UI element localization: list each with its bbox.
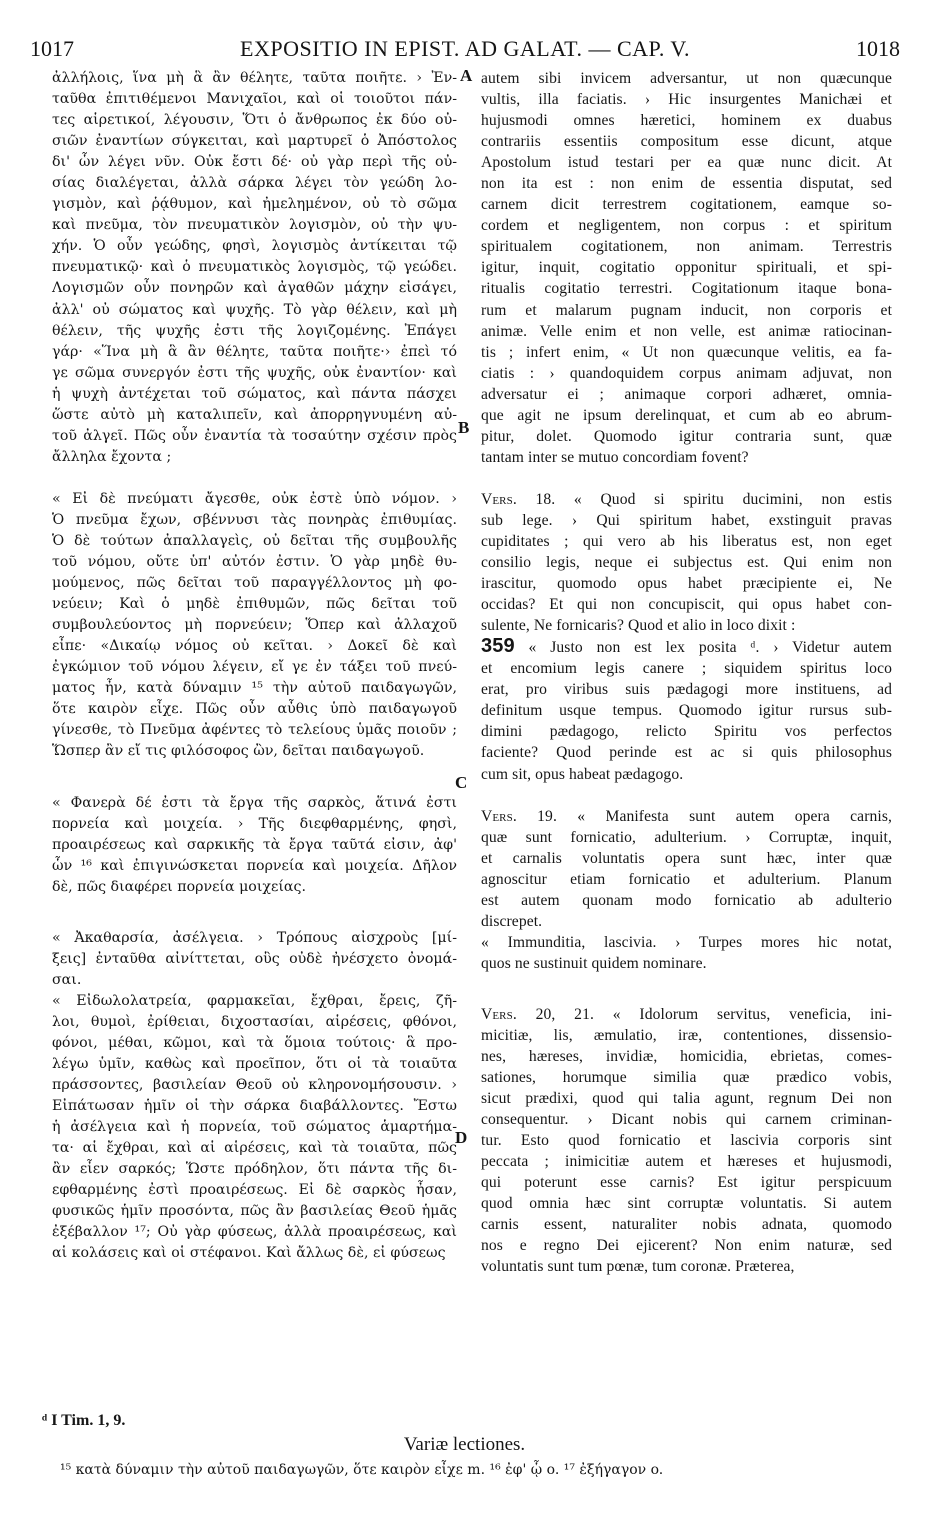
text-line: Εἰπάτωσαν ἡμῖν οἱ τὴν σάρκα διαβάλλοντες. Ἔστω xyxy=(52,1098,457,1115)
latin-vers-18-line: Vers. 18. « Quod si spiritu ducimini, non estis xyxy=(481,490,892,508)
text-line: igitur, inquit, cogitatio opponitur spirituali, et spi- xyxy=(481,259,892,277)
margin-marker-d: D xyxy=(455,1128,468,1147)
latin-para-5 xyxy=(481,1025,892,1278)
greek-para-2 xyxy=(52,489,457,763)
text-line: λέγω ὑμῖν, καθὼς καὶ προεῖπον, ὅτι οἱ τὰ τοιαῦτα xyxy=(52,1056,457,1073)
text-line: voluntatis sunt tum pœnæ, tum coronæ. Præterea, xyxy=(481,1258,795,1276)
text-line: cordem et negligentem, non corpus : et spiritum xyxy=(481,217,892,235)
text-line: ἀλλήλοις, ἵνα μὴ ἃ ἂν θέλητε, ταῦτα ποιῆτε. › Ἐν- xyxy=(52,70,457,86)
greek-para-4 xyxy=(52,928,457,991)
text-line: ὧν ¹⁶ καὶ ἐπιγινώσκεται πορνεία καὶ μοιχεία. Δῆλον xyxy=(52,857,457,874)
text-line: φόνοι, μέθαι, κῶμοι, καὶ τὰ ὅμοια τούτοις· ἃ προ- xyxy=(52,1034,457,1051)
latin-para-1 xyxy=(481,68,892,468)
text-line: sulente, Ne fornicaris? Quod et alio in loco dixit : xyxy=(481,617,796,635)
text-line: irascitur, quomodo opus habet præcipiente ei, Ne xyxy=(481,575,892,593)
text-line: λοι, θυμοὶ, ἐρίθειαι, διχοστασίαι, αἱρέσεις, φθόνοι, xyxy=(52,1013,457,1030)
footnote: ᵈ I Tim. 1, 9. xyxy=(42,1412,126,1429)
text-line: cum sit, opus habeat pædagogo. xyxy=(481,765,684,783)
variae-lectiones-title: Variæ lectiones. xyxy=(403,1434,526,1455)
latin-column xyxy=(481,68,892,1278)
greek-para-1 xyxy=(52,68,457,468)
text-line: ἡ ἀσέλγεια καὶ ἡ πορνεία, τοῦ σώματος ἁμαρτήμα- xyxy=(52,1119,457,1136)
text-line: discrepet. xyxy=(481,912,543,930)
text-line: πράσσοντες, βασιλείαν Θεοῦ οὐ κληρονομήσουσιν. › xyxy=(52,1077,457,1094)
text-line: ταῦθα ἐπιτιθέμενοι Μανιχαῖοι, καὶ οἱ τοιοῦτοι πάν- xyxy=(52,91,457,108)
text-line: ἄλληλα ἔχοντα ; xyxy=(52,448,172,465)
text-line: consequentur. › Dicant nobis qui carnem criminan- xyxy=(481,1111,892,1129)
greek-para-3 xyxy=(52,793,457,898)
verse-label: Vers. 18. xyxy=(481,490,556,508)
text-line: Λογισμῶν οὖν πονηρῶν καὶ ἀγαθῶν μάχην εἰσάγει, xyxy=(52,280,457,297)
variae-lectiones-line: ¹⁵ κατὰ δύναμιν τὴν αὐτοῦ παιδαγωγῶν, ὅτε καιρὸν εἶχε m. ¹⁶ ἐφ' ᾧ o. ¹⁷ ἐξήγαγον o. xyxy=(60,1462,664,1478)
text-line: γίνεσθε, τὸ Πνεῦμα ἀφέντες τὸ τελείους ὑμᾶς ποιοῦν ; xyxy=(52,722,457,739)
text-line: νεύειν; Καὶ ὁ μηδὲ ἐπιθυμῶν, πῶς δεῖται τοῦ xyxy=(52,596,457,613)
latin-vers-20-line: Vers. 20, 21. « Idolorum servitus, veneficia, ini- xyxy=(481,1005,893,1023)
text-line: carnem dicit terrestrem cogitationem, eamque so- xyxy=(481,196,892,214)
text-line: pitur, dolet. Quomodo igitur contraria sunt, quæ xyxy=(481,427,892,445)
text-line: ritualis cogitatio terrestri. Cogitationum itaque bona- xyxy=(481,280,892,298)
text-line: adversatur ei ; animaque corpori adhæret, omnia- xyxy=(481,385,892,403)
text-line: Apostolum istud testari per ea quæ nunc dicit. At xyxy=(481,154,892,172)
text-line: erat, pro viribus suis pædagogi more instituens, ad xyxy=(481,681,892,699)
text-line: sicut prædixi, quod qui talia agunt, regnum Dei non xyxy=(481,1090,892,1108)
text-line: nes, hæreses, invidiæ, homicidia, ebrietas, comes- xyxy=(481,1048,892,1066)
text-line: micitiæ, lis, æmulatio, iræ, contentiones, dissensio- xyxy=(481,1026,892,1044)
text-line: hujusmodi omnes hæretici, hominem ex duabus xyxy=(481,112,892,130)
text-line: rum et malarum pugnam inducit, non corporis et xyxy=(481,301,892,319)
text-line: γε σῶμα συνεργόν ἐστι τῆς ψυχῆς, οὐκ ἐναντίον· καὶ xyxy=(52,364,457,381)
text-line: χήν. Ὁ οὖν γεώδης, φησὶ, λογισμὸς ἀντίκειται τῷ xyxy=(52,238,457,255)
column-number: 359 xyxy=(481,635,515,658)
text-line: qui poterunt esse carnis? Est igitur perspicuum xyxy=(481,1174,892,1192)
text-line: cupiditates ; qui vero ab his liberatus est, non eget xyxy=(481,532,892,550)
running-title: EXPOSITIO IN EPIST. AD GALAT. — CAP. V. xyxy=(240,36,690,61)
text-line: δι' ὧν λέγει νῦν. Οὐκ ἔστι δέ· οὐ γὰρ περὶ τῆς οὐ- xyxy=(52,154,457,171)
text-line: quod omnia hæc sint corruptæ voluntatis. Si autem xyxy=(481,1195,892,1213)
text-line: « Εἰ δὲ πνεύματι ἄγεσθε, οὐκ ἐστὲ ὑπὸ νόμον. › xyxy=(52,490,457,507)
text-line: et encomium legis canere ; siquidem spiritus loco xyxy=(481,660,892,678)
text-line: que agit ne ipsum derelinquat, et cum ab eo abrum- xyxy=(481,406,892,424)
text-line: αἱ κολάσεις καὶ οἱ στέφανοι. Καὶ ἄλλως δὲ, εἰ φύσεως xyxy=(52,1245,446,1262)
text-line: ματος ἦν, κατὰ δύναμιν ¹⁵ τὴν αὐτοῦ παιδαγωγῶν, xyxy=(52,680,457,697)
text-line: Ὁ πνεῦμα ἔχων, σβέννυσι τὰς πονηρὰς ἐπιθυμίας. xyxy=(52,511,457,528)
text-line: ὅτε καιρὸν εἶχε. Πῶς οὖν αὖθις ὑπὸ παιδαγωγοῦ xyxy=(52,701,457,718)
text-line: φυσικῶς ἡμῖν προσόντα, πῶς ἂν βασιλείας Θεοῦ ἡμᾶς xyxy=(52,1203,457,1220)
verse-label: Vers. 19. xyxy=(481,807,557,825)
text-line: spiritualem cogitationem, non animam. Terrestris xyxy=(481,238,892,256)
text-line: ξεις] ἐνταῦθα αἰνίττεται, οὓς οὐδὲ ἠνέσχετο ὀνομά- xyxy=(52,950,457,967)
text-line: agnoscitur etiam fornicatio et adulterium. Planum xyxy=(481,870,892,888)
text-line: σαι. xyxy=(52,971,82,988)
text-line: faciente? Quod perinde est ac si quis philosophus xyxy=(481,744,892,762)
text-line: γάρ· «Ἵνα μὴ ἃ ἂν θέλητε, ταῦτα ποιῆτε·› ἐπεὶ τό xyxy=(52,343,457,360)
text-line: « Ἀκαθαρσία, ἀσέλγεια. › Τρόπους αἰσχροὺς [μί- xyxy=(52,929,457,946)
text-line: non ita est : non enim de essentia disputat, sed xyxy=(481,175,892,193)
text-line: quos ne sustinuit quidem nominare. xyxy=(481,954,707,972)
text-line: προαιρέσεως καὶ σαρκικῆς τὰ ἔργα ταῦτά εἰσιν, ἀφ' xyxy=(52,836,457,853)
text-line: est autem quonam modo fornicatio ab adulterio xyxy=(481,891,892,909)
text-line: autem sibi invicem adversantur, ut non quæcunque xyxy=(481,70,892,87)
latin-para-2b xyxy=(481,658,892,784)
text-line: tis ; infert enim, « Ut non quæcunque velitis, ea fa- xyxy=(481,343,892,361)
text-line: sationes, horumque similia quæ prædico vobis, xyxy=(481,1069,892,1087)
text-line: « Φανερὰ δέ ἐστι τὰ ἔργα τῆς σαρκὸς, ἅτινά ἐστι xyxy=(52,794,457,811)
text-line: θέλειν, τῆς ψυχῆς ἐστι τῆς λογιζομένης. Ἐπάγει xyxy=(52,322,457,339)
text-line: τοῦ ἀλγεῖ. Πῶς οὖν ἐναντία τὰ τοσαύτην σχέσιν πρὸς xyxy=(52,427,457,444)
latin-para-2 xyxy=(481,510,892,636)
text-line: ἐγκώμιον τοῦ νόμου λέγειν, εἴ γε ἐν τάξει τοῦ πνεύ- xyxy=(52,659,457,676)
margin-marker-a: A xyxy=(460,66,473,85)
text-line: σιῶν ἐναντίων σύγκειται, καὶ μαρτυρεῖ ὁ Ἀπόστολος xyxy=(52,133,457,150)
text-line: consilio legis, neque ei subjectus est. Qui enim non xyxy=(481,554,892,572)
verse-label: Vers. 20, 21. xyxy=(481,1005,594,1023)
text-line: ὥστε αὐτὸ μὴ καταλιπεῖν, καὶ ἀπορρηγνυμένη αὐ- xyxy=(52,406,457,423)
text-line: ciatis : › quandoquidem corpus animam adjuvat, non xyxy=(481,364,892,382)
text-line: Ὥσπερ ἂν εἴ τις φιλόσοφος ὢν, δεῖται παιδαγωγοῦ. xyxy=(52,743,425,760)
text-line: ἂν εἶεν σαρκός; Ὥστε πρόδηλον, ὅτι πάντα τῆς δι- xyxy=(52,1161,457,1178)
text-line: καὶ πνεῦμα, τὸν πνευματικὸν λογισμὸν, οὐ τὴν ψυ- xyxy=(52,217,457,234)
margin-marker-b: B xyxy=(458,418,470,437)
text-line: τοῦ νόμου, οὔτε ὑπ' αὐτόν ἐστιν. Ὁ γὰρ μηδὲ θυ- xyxy=(52,554,457,571)
text-line: peccata ; inimicitiæ autem et hæreses et hujusmodi, xyxy=(481,1153,892,1171)
text-line: definitum usque tempus. Quomodo igitur rursus sub- xyxy=(481,702,892,720)
text-line: ἀλλ' οὐ σώματος καὶ ψυχῆς. Τὸ γὰρ θέλειν, καὶ μὴ xyxy=(52,301,457,318)
text-line: Ὁ δὲ τούτων ἀπαλλαγεὶς, οὐ δεῖται τῆς συμβουλῆς xyxy=(52,532,457,549)
text-line: occidas? Et qui non concupiscit, qui opus habet con- xyxy=(481,596,892,614)
text-line: tur. Esto quod fornicatio et lascivia corporis sint xyxy=(481,1132,892,1150)
text-line: « Immunditia, lascivia. › Turpes mores hic notat, xyxy=(481,933,892,951)
text-line: μούμενος, πῶς δεῖται τοῦ παραγγέλλοντος μὴ φο- xyxy=(52,575,457,592)
text-line: δὲ, πῶς διαφέρει πορνεία μοιχείας. xyxy=(52,878,306,895)
text-line: συμβουλεύοντος μὴ πορνεύειν; Ὅπερ καὶ ἀλλαχοῦ xyxy=(52,617,457,634)
text-line: ἡ ψυχὴ ἀντέχεται τοῦ σώματος, καὶ πάντα πάσχει xyxy=(52,385,457,402)
latin-para-3 xyxy=(481,827,892,932)
text-line: τες αἱρετικοί, λέγουσιν, Ὅτι ὁ ἄνθρωπος ἐκ δύο οὐ- xyxy=(52,112,457,129)
text-line: vultis, illa faciatis. › Hic insurgentes Manichæi et xyxy=(481,91,892,109)
latin-para-4 xyxy=(481,932,892,974)
text-line: εἶπε· «Δικαίῳ νόμος οὐ κεῖται. › Δοκεῖ δὲ καὶ xyxy=(52,638,457,655)
latin-vers-19-line: Vers. 19. « Manifesta sunt autem opera carnis, xyxy=(481,807,892,825)
text-line: dimini pædagogo, relicto Spiritu vos perfectos xyxy=(481,723,892,741)
text-line: « Εἰδωλολατρεία, φαρμακεῖαι, ἔχθραι, ἔρεις, ζῆ- xyxy=(52,992,457,1009)
text-line: animæ. Velle enim et non velle, est animæ ratiocinan- xyxy=(481,322,892,340)
margin-marker-c: C xyxy=(455,773,468,792)
text-line: πνευματικῷ· καὶ ὁ πνευματικὸς λογισμὸς, τῷ γεώδει. xyxy=(52,259,457,276)
text-line: quæ sunt fornicatio, adulterium. › Corruptæ, inquit, xyxy=(481,828,892,846)
text-line: πορνεία καὶ μοιχεία. › Τῆς διεφθαρμένης, φησὶ, xyxy=(52,815,457,832)
text-line: sub lege. › Qui spiritum habet, exstinguit pravas xyxy=(481,511,892,529)
text-line: εφθαρμένης ἐστὶ προαιρέσεως. Εἰ δὲ σαρκὸς ἦσαν, xyxy=(52,1182,457,1199)
page-number-left: 1017 xyxy=(30,36,74,61)
page-number-right: 1018 xyxy=(856,36,900,61)
text-line: τα· αἱ ἔχθραι, καὶ αἱ αἱρέσεις, καὶ τὰ τοιαῦτα, πῶς xyxy=(52,1140,457,1157)
text-line: ἐξέβαλλον ¹⁷; Οὐ γὰρ φύσεως, ἀλλὰ προαιρέσεως, καὶ xyxy=(52,1224,457,1241)
latin-359-line: 359 « Justo non est lex posita ᵈ. › Videtur autem xyxy=(481,635,892,658)
text-line: carnis essent, naturaliter nobis adnata, quomodo xyxy=(481,1216,892,1234)
text-line: contrariis essentiis compositum esse dicunt, atque xyxy=(481,133,892,151)
page-header xyxy=(30,36,900,62)
greek-column xyxy=(52,68,457,1264)
text-line: tantam inter se mutuo concordiam fovent? xyxy=(481,448,749,466)
text-line: nos e regno Dei ejicerent? Non enim naturæ, sed xyxy=(481,1237,892,1255)
text-line: γισμὸν, καὶ ῥᾴθυμον, καὶ ἠμελημένον, οὐ τὸ σῶμα xyxy=(52,196,457,213)
greek-para-5 xyxy=(52,991,457,1265)
text-line: et carnalis voluntatis opera sunt hæc, inter quæ xyxy=(481,849,892,867)
text-line: σίας διαλέγεται, ἀλλὰ σάρκα λέγει τὸν γεώδη λο- xyxy=(52,175,457,192)
